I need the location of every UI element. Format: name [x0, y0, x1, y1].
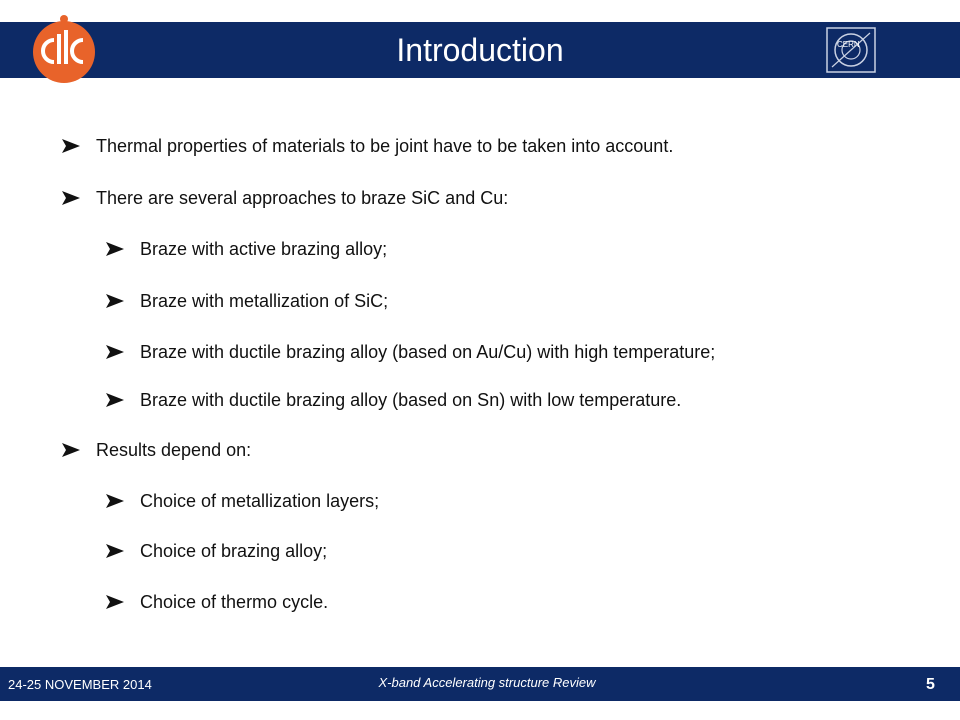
bullet-text: Choice of thermo cycle.	[140, 592, 329, 612]
sub-bullet-item	[104, 341, 715, 363]
arrow-bullet-icon	[104, 594, 126, 610]
bullet-text: Results depend on:	[96, 440, 252, 460]
arrow-bullet-icon	[60, 442, 82, 458]
arrow-bullet-icon	[60, 190, 82, 206]
bullet-item	[60, 135, 673, 157]
bullet-item	[60, 187, 508, 209]
page-number: 5	[926, 676, 935, 693]
footer-date: 24-25 NOVEMBER 2014	[8, 677, 152, 692]
sub-bullet-item	[104, 290, 388, 312]
bullet-text: There are several approaches to braze SiC and Cu:	[96, 188, 509, 208]
sub-bullet-item	[104, 490, 379, 512]
bullet-text: Braze with ductile brazing alloy (based on Sn) with low temperature.	[140, 390, 682, 410]
bullet-item	[60, 439, 251, 461]
bullet-text: Thermal properties of materials to be joint have to be taken into account.	[96, 136, 674, 156]
arrow-bullet-icon	[104, 241, 126, 257]
arrow-bullet-icon	[104, 392, 126, 408]
arrow-bullet-icon	[104, 543, 126, 559]
footer-event-title: X-band Accelerating structure Review	[378, 675, 596, 690]
arrow-bullet-icon	[104, 293, 126, 309]
slide-title: Introduction	[396, 32, 564, 68]
bullet-text: Choice of metallization layers;	[140, 491, 380, 511]
bullet-text: Choice of brazing alloy;	[140, 541, 328, 561]
bullet-text: Braze with metallization of SiC;	[140, 291, 389, 311]
cern-logo-text: CERN	[837, 40, 860, 49]
bullet-text: Braze with active brazing alloy;	[140, 239, 388, 259]
arrow-bullet-icon	[104, 344, 126, 360]
arrow-bullet-icon	[60, 138, 82, 154]
sub-bullet-item	[104, 389, 681, 411]
bullet-text: Braze with ductile brazing alloy (based on Au/Cu) with high temperature;	[140, 342, 716, 362]
arrow-bullet-icon	[104, 493, 126, 509]
sub-bullet-item	[104, 540, 327, 562]
sub-bullet-item	[104, 591, 328, 613]
sub-bullet-item	[104, 238, 387, 260]
